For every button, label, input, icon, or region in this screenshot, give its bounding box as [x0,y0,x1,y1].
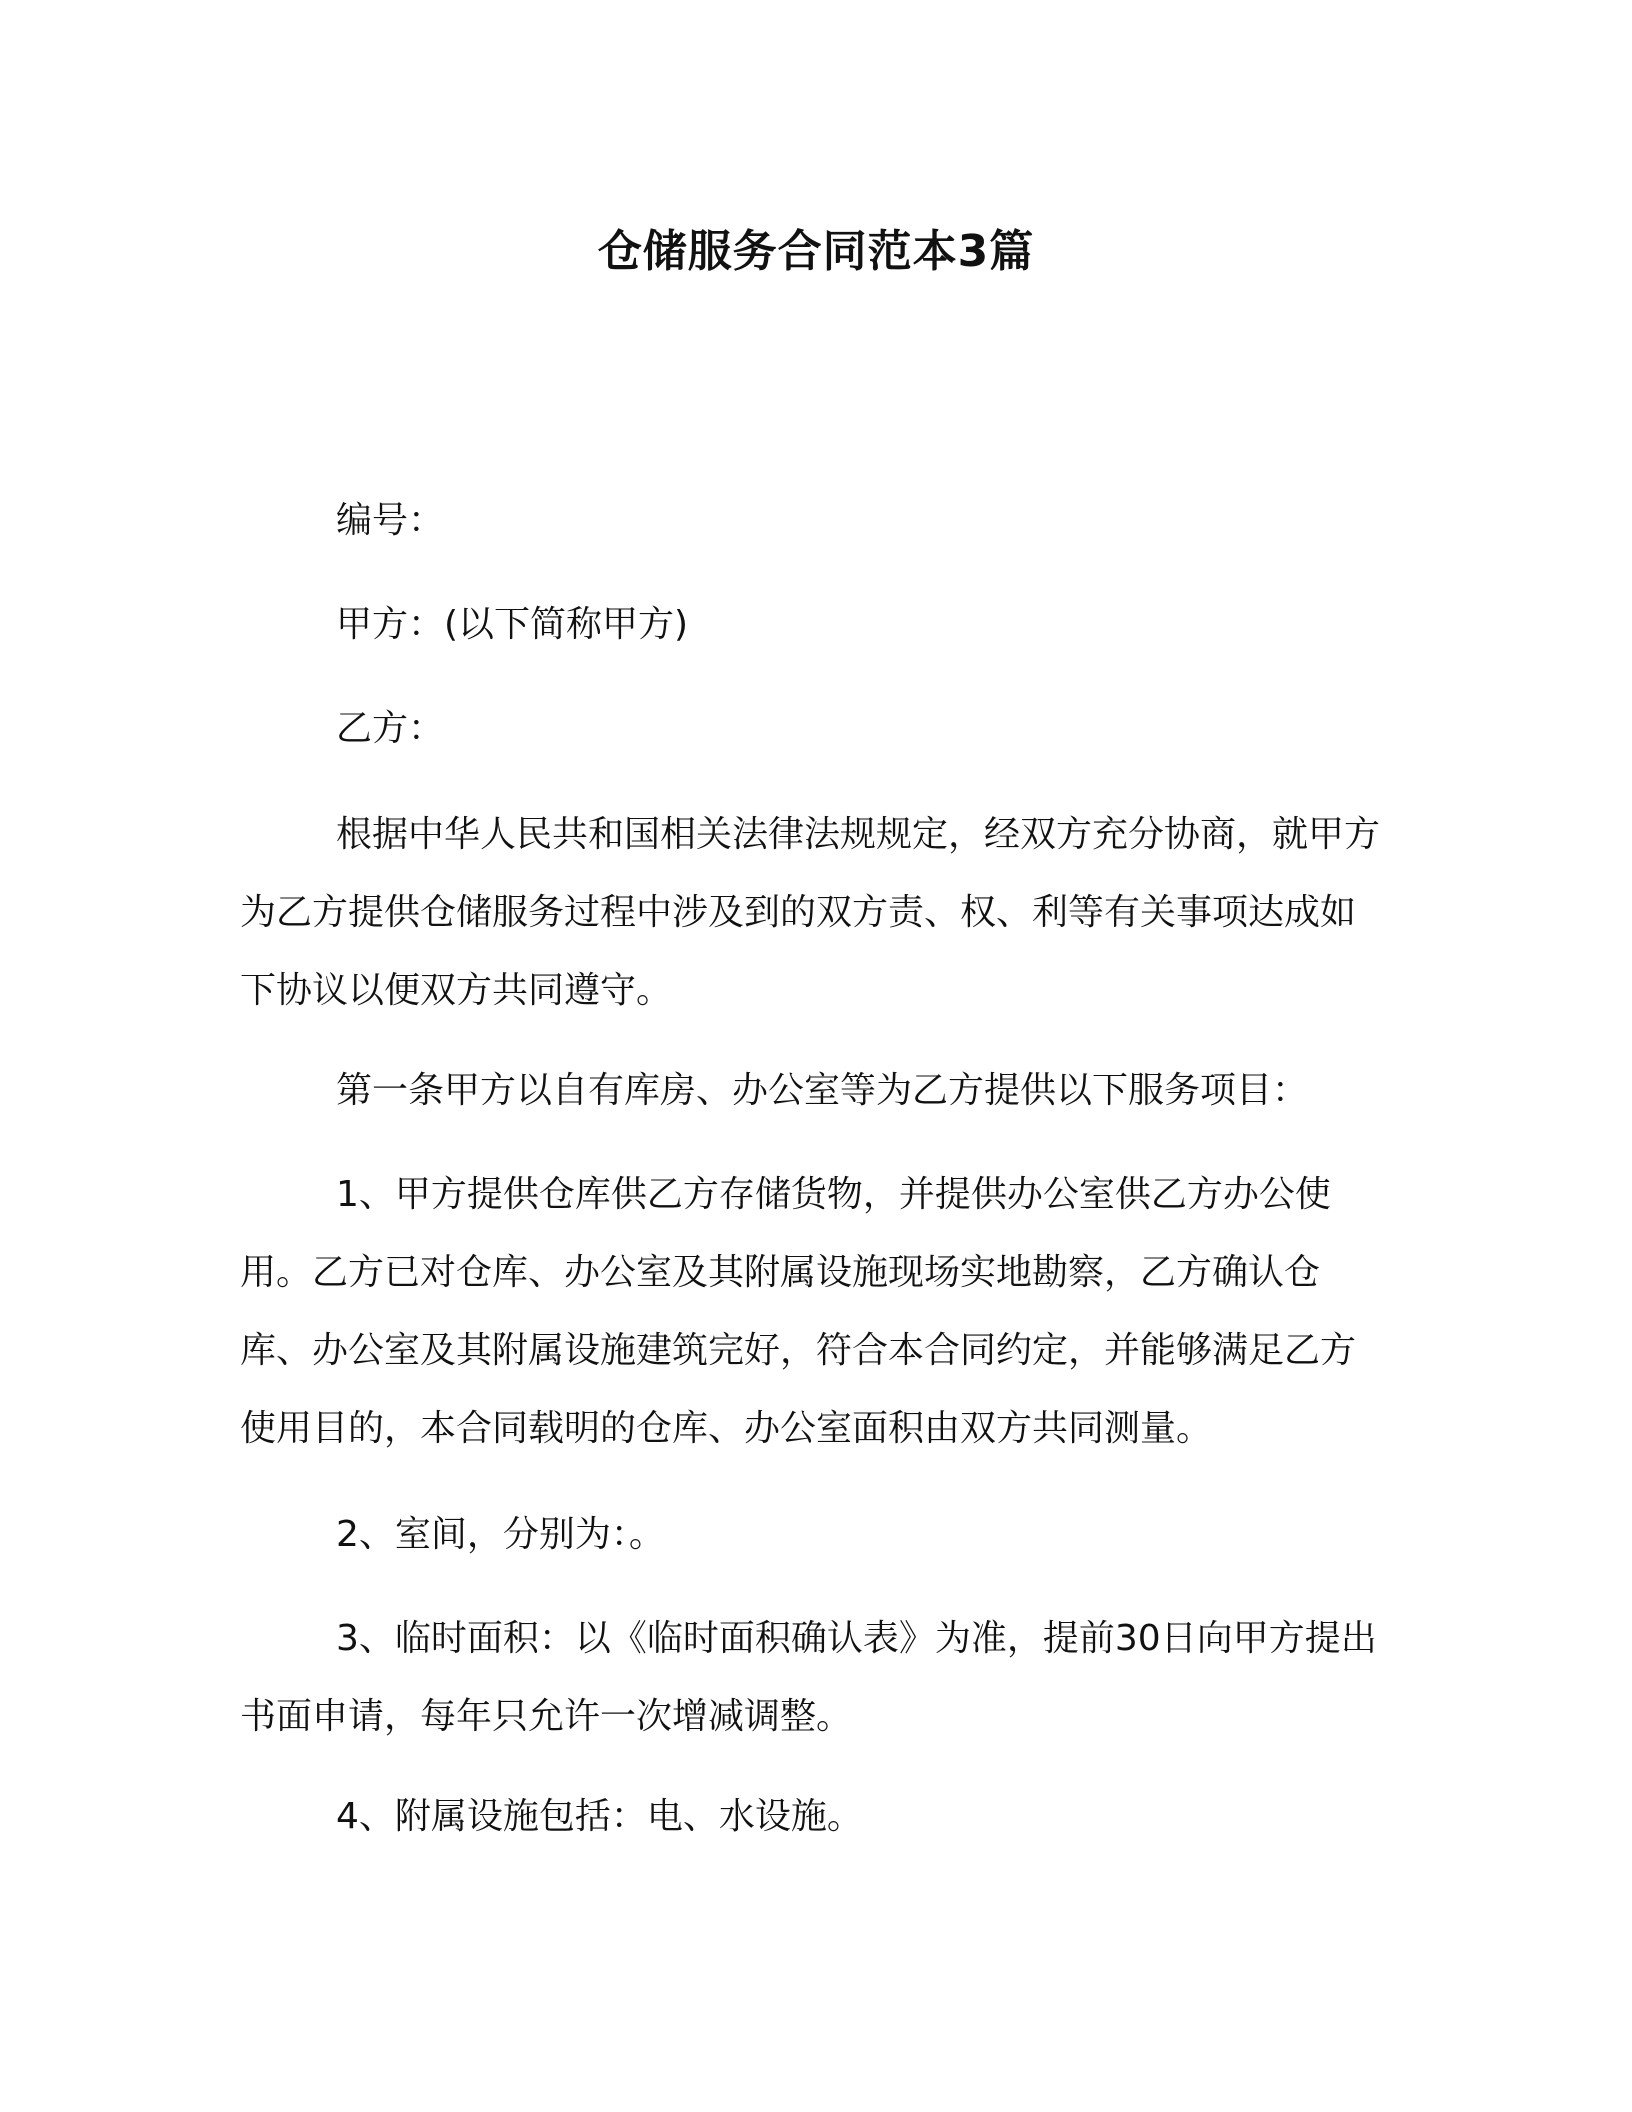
party-a-line: 甲方：(以下简称甲方) [336,604,689,645]
article-1-item-2: 2、室间，分别为：。 [336,1514,665,1555]
party-b-line: 乙方： [336,708,445,749]
intro-paragraph: 根据中华人民共和国相关法律法规规定，经双方充分协商，就甲方为乙方提供仓储服务过程中涉及到的双方责、权、利等有关事项达成如下协议以便双方共同遵守。 [240,814,1381,1011]
document-title: 仓储服务合同范本3篇 [597,226,1035,277]
article-1-item-3: 3、临时面积：以《临时面积确认表》为准，提前30日向甲方提出书面申请，每年只允许一次增减调整。 [240,1618,1377,1737]
article-1-heading: 第一条甲方以自有库房、办公室等为乙方提供以下服务项目： [336,1070,1309,1111]
article-1-item-4: 4、附属设施包括：电、水设施。 [336,1796,863,1837]
article-1-item-1: 1、甲方提供仓库供乙方存储货物，并提供办公室供乙方办公使用。乙方已对仓库、办公室及其附属设施现场实地勘察，乙方确认仓库、办公室及其附属设施建筑完好，符合本合同约定，并能够满足乙方使用目的，本合同载明的仓库、办公室面积由双方共同测量。 [240,1174,1357,1449]
contract-number-line: 编号： [336,500,445,541]
